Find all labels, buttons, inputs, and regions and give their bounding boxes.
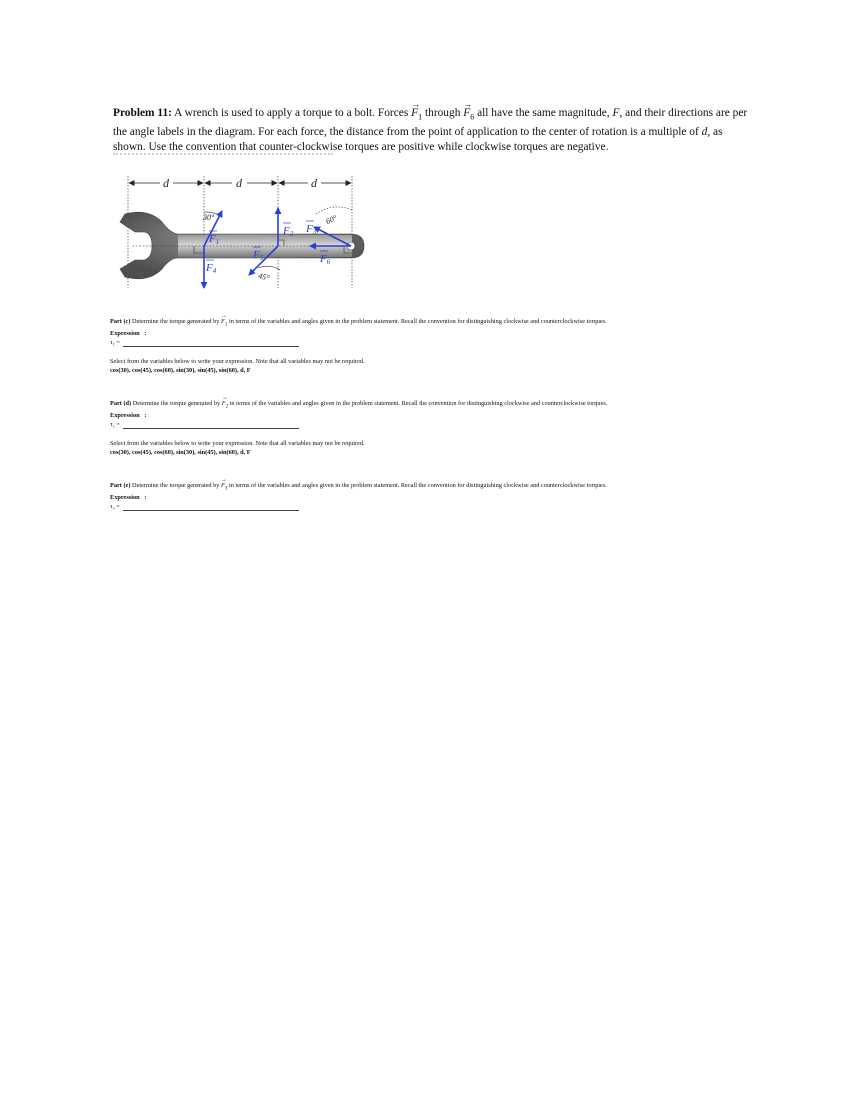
part-e-answer-label: τ₃ = bbox=[110, 503, 120, 511]
part-c-answer-row bbox=[110, 339, 750, 347]
angle-label-45: 45° bbox=[257, 271, 271, 283]
part-d-variables-note: Select from the variables below to write your expression. Note that all variables may not be required. bbox=[110, 440, 365, 448]
part-d-answer-input[interactable] bbox=[123, 421, 299, 429]
force-f1-symbol: → $F_1$ bbox=[411, 106, 422, 125]
part-d bbox=[110, 400, 750, 457]
part-c-force: → $F_1$ bbox=[221, 318, 227, 330]
force-f6-symbol: → $F_6$ bbox=[463, 106, 474, 125]
part-c-expression-label: Expression : bbox=[110, 329, 147, 337]
force-label-f6: F6 bbox=[320, 253, 331, 266]
problem-text-c: , and their directions are per the angle labels in the diagram. For each force, the distance from the point of application to the center of rotation is a multiple of bbox=[113, 107, 748, 138]
dimension-label-3: d bbox=[311, 176, 317, 190]
part-e-title: Part (e) bbox=[110, 482, 131, 489]
part-d-answer-label: τ₂ = bbox=[110, 421, 120, 429]
magnitude-variable: F bbox=[612, 107, 620, 119]
force-label-f2: F2 bbox=[283, 225, 294, 238]
part-c bbox=[110, 318, 750, 375]
part-c-variables-list: cos(30), cos(45), cos(60), sin(30), sin(45), sin(60), d, F bbox=[110, 366, 251, 374]
problem-text-d: , as shown. Use the convention that counter-clockwise torques are positive while clockwise torques are negative. bbox=[113, 125, 723, 154]
distance-variable: d bbox=[701, 125, 708, 138]
part-c-answer-label: τ₁ = bbox=[110, 339, 120, 347]
part-d-title: Part (d) bbox=[110, 400, 132, 407]
part-c-variables-note: Select from the variables below to write your expression. Note that all variables may not be required. bbox=[110, 358, 365, 366]
force-label-f5: F5 bbox=[253, 249, 264, 262]
part-e-question: Part (e) Determine the torque generated by → $F_3$ in terms of the variables and angles given in the problem statement. Recall the convention for distinguishing clockwise and counterclockwise torques. bbox=[110, 482, 750, 494]
force-label-f3: F3 bbox=[306, 223, 317, 236]
part-e-force: → $F_3$ bbox=[221, 482, 227, 494]
part-e bbox=[110, 482, 750, 511]
wrench-diagram bbox=[108, 170, 370, 295]
angle-label-30: 30° bbox=[203, 213, 215, 222]
problem-text-b: all have the same magnitude, bbox=[477, 107, 610, 119]
problem-through: through bbox=[424, 107, 461, 119]
part-c-title: Part (c) bbox=[110, 318, 131, 325]
force-label-f1: F1 bbox=[209, 233, 220, 246]
angle-label-60: 60° bbox=[324, 213, 339, 227]
problem-text-a: A wrench is used to apply a torque to a bolt. Forces bbox=[174, 107, 409, 119]
part-d-answer-row bbox=[110, 421, 750, 429]
problem-statement bbox=[113, 106, 748, 156]
force-label-f4: F4 bbox=[206, 262, 217, 275]
faded-text-line bbox=[113, 153, 333, 159]
problem-label: Problem 11: bbox=[113, 107, 172, 119]
part-d-question: Part (d) Determine the torque generated by → $F_2$ in terms of the variables and angles given in the problem statement. Recall the convention for distinguishing clockwise and counterclockwise torques. bbox=[110, 400, 750, 412]
part-e-answer-row bbox=[110, 503, 750, 511]
part-d-expression-label: Expression : bbox=[110, 411, 147, 419]
dimension-label-2: d bbox=[236, 176, 242, 190]
part-e-answer-input[interactable] bbox=[123, 503, 299, 511]
part-d-force: → $F_2$ bbox=[222, 400, 228, 412]
part-c-answer-input[interactable] bbox=[123, 339, 299, 347]
dimension-label-1: d bbox=[163, 176, 169, 190]
part-c-question: Part (c) Determine the torque generated by → $F_1$ in terms of the variables and angles given in the problem statement. Recall the convention for distinguishing clockwise and counterclockwise torques. bbox=[110, 318, 750, 330]
part-d-variables-list: cos(30), cos(45), cos(60), sin(30), sin(45), sin(60), d, F bbox=[110, 448, 251, 456]
part-e-expression-label: Expression : bbox=[110, 493, 147, 501]
